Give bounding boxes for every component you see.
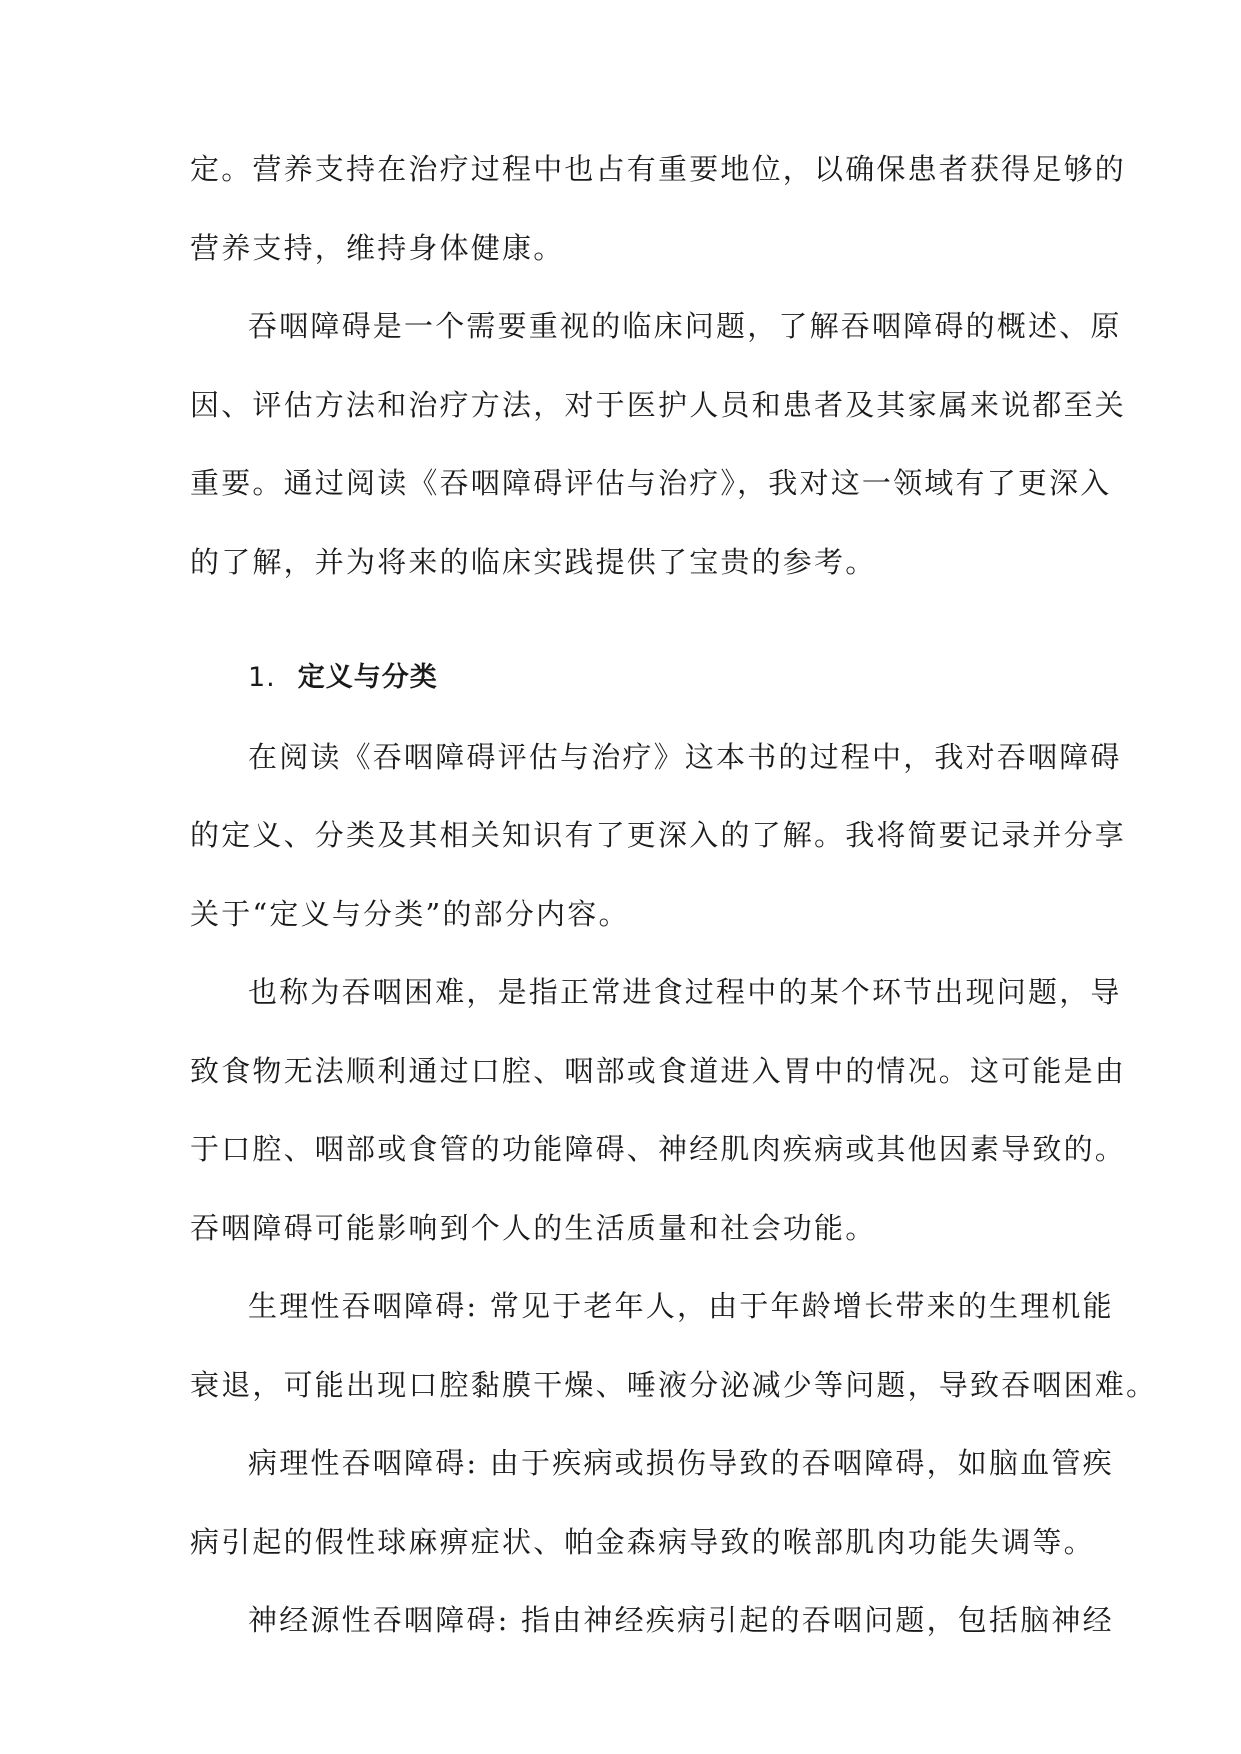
text-line: 病理性吞咽障碍: 由于疾病或损伤导致的吞咽障碍，如脑血管疾 — [248, 1446, 1114, 1480]
text-line: 在阅读《吞咽障碍评估与治疗》这本书的过程中，我对吞咽障碍 — [248, 739, 1122, 774]
text-line: 于口腔、咽部或食管的功能障碍、神经肌肉疾病或其他因素导致的。 — [190, 1132, 1127, 1166]
section-heading — [190, 639, 1052, 718]
text-line: 致食物无法顺利通过口腔、咽部或食道进入胃中的情况。这可能是由 — [190, 1053, 1127, 1088]
text-line: 吞咽障碍是一个需要重视的临床问题，了解吞咽障碍的概述、原 — [248, 309, 1122, 343]
paragraph-neurogenic — [190, 1581, 1114, 1660]
paragraph-continuation — [190, 130, 1127, 287]
paragraph-physiological — [190, 1267, 1158, 1424]
text-line: 吞咽障碍可能影响到个人的生活质量和社会功能。 — [190, 1210, 877, 1245]
text-line: 定。营养支持在治疗过程中也占有重要地位，以确保患者获得足够的 — [190, 152, 1127, 186]
text-line: 病引起的假性球麻痹症状、帕金森病导致的喉部肌肉功能失调等。 — [190, 1524, 1095, 1559]
text-line: 也称为吞咽困难，是指正常进食过程中的某个环节出现问题，导 — [248, 975, 1122, 1009]
section-title: 定义与分类 — [297, 662, 438, 693]
text-line: 关于“定义与分类”的部分内容。 — [190, 896, 630, 931]
text-line: 重要。通过阅读《吞咽障碍评估与治疗》，我对这一领域有了更深入 — [190, 466, 1112, 500]
paragraph-definition — [190, 953, 1127, 1267]
paragraph-summary — [190, 287, 1127, 601]
text-line: 的了解，并为将来的临床实践提供了宝贵的参考。 — [190, 544, 877, 579]
section-number: 1. — [248, 662, 276, 693]
text-line: 生理性吞咽障碍: 常见于老年人，由于年龄增长带来的生理机能 — [248, 1289, 1114, 1323]
text-line: 营养支持，维持身体健康。 — [190, 230, 565, 265]
document-body — [190, 130, 1158, 1660]
section-spacer — [190, 601, 1052, 639]
text-line: 神经源性吞咽障碍: 指由神经疾病引起的吞咽问题，包括脑神经 — [248, 1603, 1114, 1637]
text-line: 的定义、分类及其相关知识有了更深入的了解。我将简要记录并分享 — [190, 818, 1127, 852]
paragraph-pathological — [190, 1424, 1114, 1581]
text-line: 衰退，可能出现口腔黏膜干燥、唾液分泌减少等问题，导致吞咽困难。 — [190, 1367, 1158, 1402]
text-line: 因、评估方法和治疗方法，对于医护人员和患者及其家属来说都至关 — [190, 387, 1127, 422]
paragraph-intro — [190, 718, 1127, 954]
